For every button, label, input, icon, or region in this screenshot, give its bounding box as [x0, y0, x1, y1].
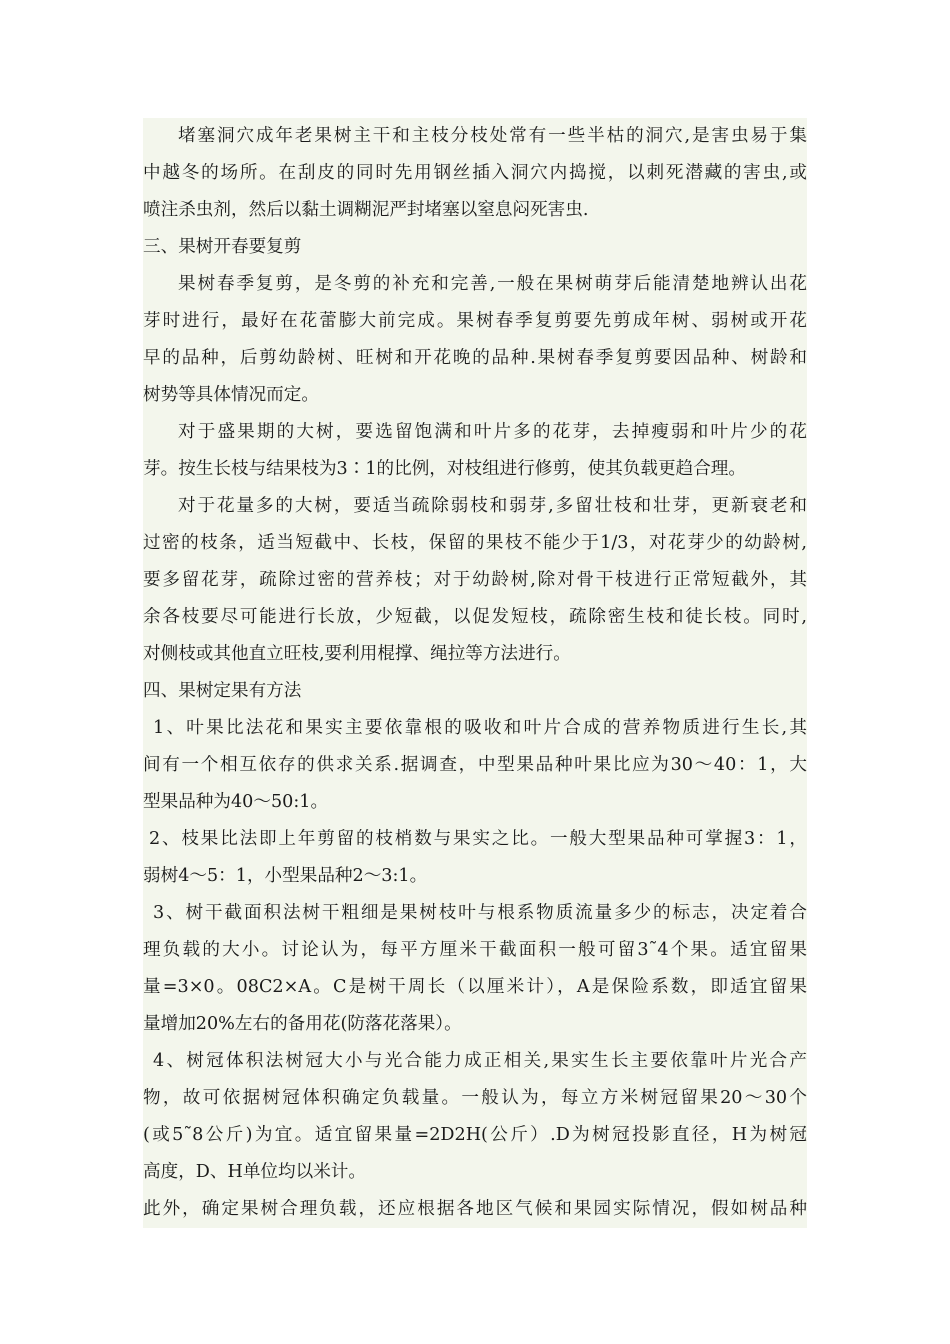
text-line: 余各枝要尽可能进行长放，少短截，以促发短枝，疏除密生枝和徒长枝。同时, [143, 607, 807, 627]
text-line: 量=3×0。08C2×A。C是树干周长（以厘米计），A是保险系数，即适宜留果 [143, 977, 807, 997]
text-line: 2、枝果比法即上年剪留的枝梢数与果实之比。一般大型果品种可掌握3：1， [149, 829, 807, 849]
text-line: 弱树4～5：1，小型果品种2～3:1。 [143, 866, 428, 886]
text-line: 间有一个相互依存的供求关系.据调查，中型果品种叶果比应为30～40：1，大 [143, 755, 807, 775]
text-line: (或5˜8公斤)为宜。适宜留果量=2D2H(公斤）.D为树冠投影直径，H为树冠 [143, 1125, 807, 1145]
text-line: 芽。按生长枝与结果枝为3∶1的比例，对枝组进行修剪，使其负载更趋合理。 [143, 459, 746, 479]
text-line: 树势等具体情况而定。 [143, 385, 319, 405]
text-line: 对于花量多的大树，要适当疏除弱枝和弱芽,多留壮枝和壮芽，更新衰老和 [178, 496, 807, 516]
text-line: 对侧枝或其他直立旺枝,要利用棍撑、绳拉等方法进行。 [143, 644, 571, 664]
text-line: 芽时进行，最好在花蕾膨大前完成。果树春季复剪要先剪成年树、弱树或开花 [143, 311, 807, 331]
text-line: 4、树冠体积法树冠大小与光合能力成正相关,果实生长主要依靠叶片光合产 [153, 1051, 807, 1071]
text-line: 3、树干截面积法树干粗细是果树枝叶与根系物质流量多少的标志，决定着合 [153, 903, 807, 923]
text-line: 量增加20%左右的备用花(防落花落果）。 [143, 1014, 462, 1034]
text-line: 此外，确定果树合理负载，还应根据各地区气候和果园实际情况，假如树品种 [143, 1199, 807, 1219]
text-line: 果树春季复剪，是冬剪的补充和完善,一般在果树萌芽后能清楚地辨认出花 [178, 274, 807, 294]
text-line: 理负载的大小。讨论认为，每平方厘米干截面积一般可留3˜4个果。适宜留果 [143, 940, 807, 960]
text-line: 过密的枝条，适当短截中、长枝，保留的果枝不能少于1/3，对花芽少的幼龄树, [143, 533, 807, 553]
text-line: 中越冬的场所。在刮皮的同时先用钢丝插入洞穴内捣搅，以刺死潜藏的害虫,或 [143, 163, 807, 183]
text-line: 喷注杀虫剂，然后以黏土调糊泥严封堵塞以窒息闷死害虫. [143, 200, 589, 220]
text-line: 对于盛果期的大树，要选留饱满和叶片多的花芽，去掉瘦弱和叶片少的花 [178, 422, 807, 442]
text-line: 堵塞洞穴成年老果树主干和主枝分枝处常有一些半枯的洞穴,是害虫易于集 [178, 126, 807, 146]
text-line: 要多留花芽，疏除过密的营养枝；对于幼龄树,除对骨干枝进行正常短截外，其 [143, 570, 807, 590]
text-line: 早的品种，后剪幼龄树、旺树和开花晚的品种.果树春季复剪要因品种、树龄和 [143, 348, 807, 368]
text-line: 高度，D、H单位均以米计。 [143, 1162, 366, 1182]
text-line: 三、果树开春要复剪 [143, 237, 302, 257]
document-body [143, 118, 807, 1228]
text-line: 物，故可依据树冠体积确定负载量。一般认为，每立方米树冠留果20～30个 [143, 1088, 807, 1108]
text-line: 型果品种为40～50:1。 [143, 792, 329, 812]
text-line: 1、叶果比法花和果实主要依靠根的吸收和叶片合成的营养物质进行生长,其 [153, 718, 807, 738]
text-line: 四、果树定果有方法 [143, 681, 302, 701]
